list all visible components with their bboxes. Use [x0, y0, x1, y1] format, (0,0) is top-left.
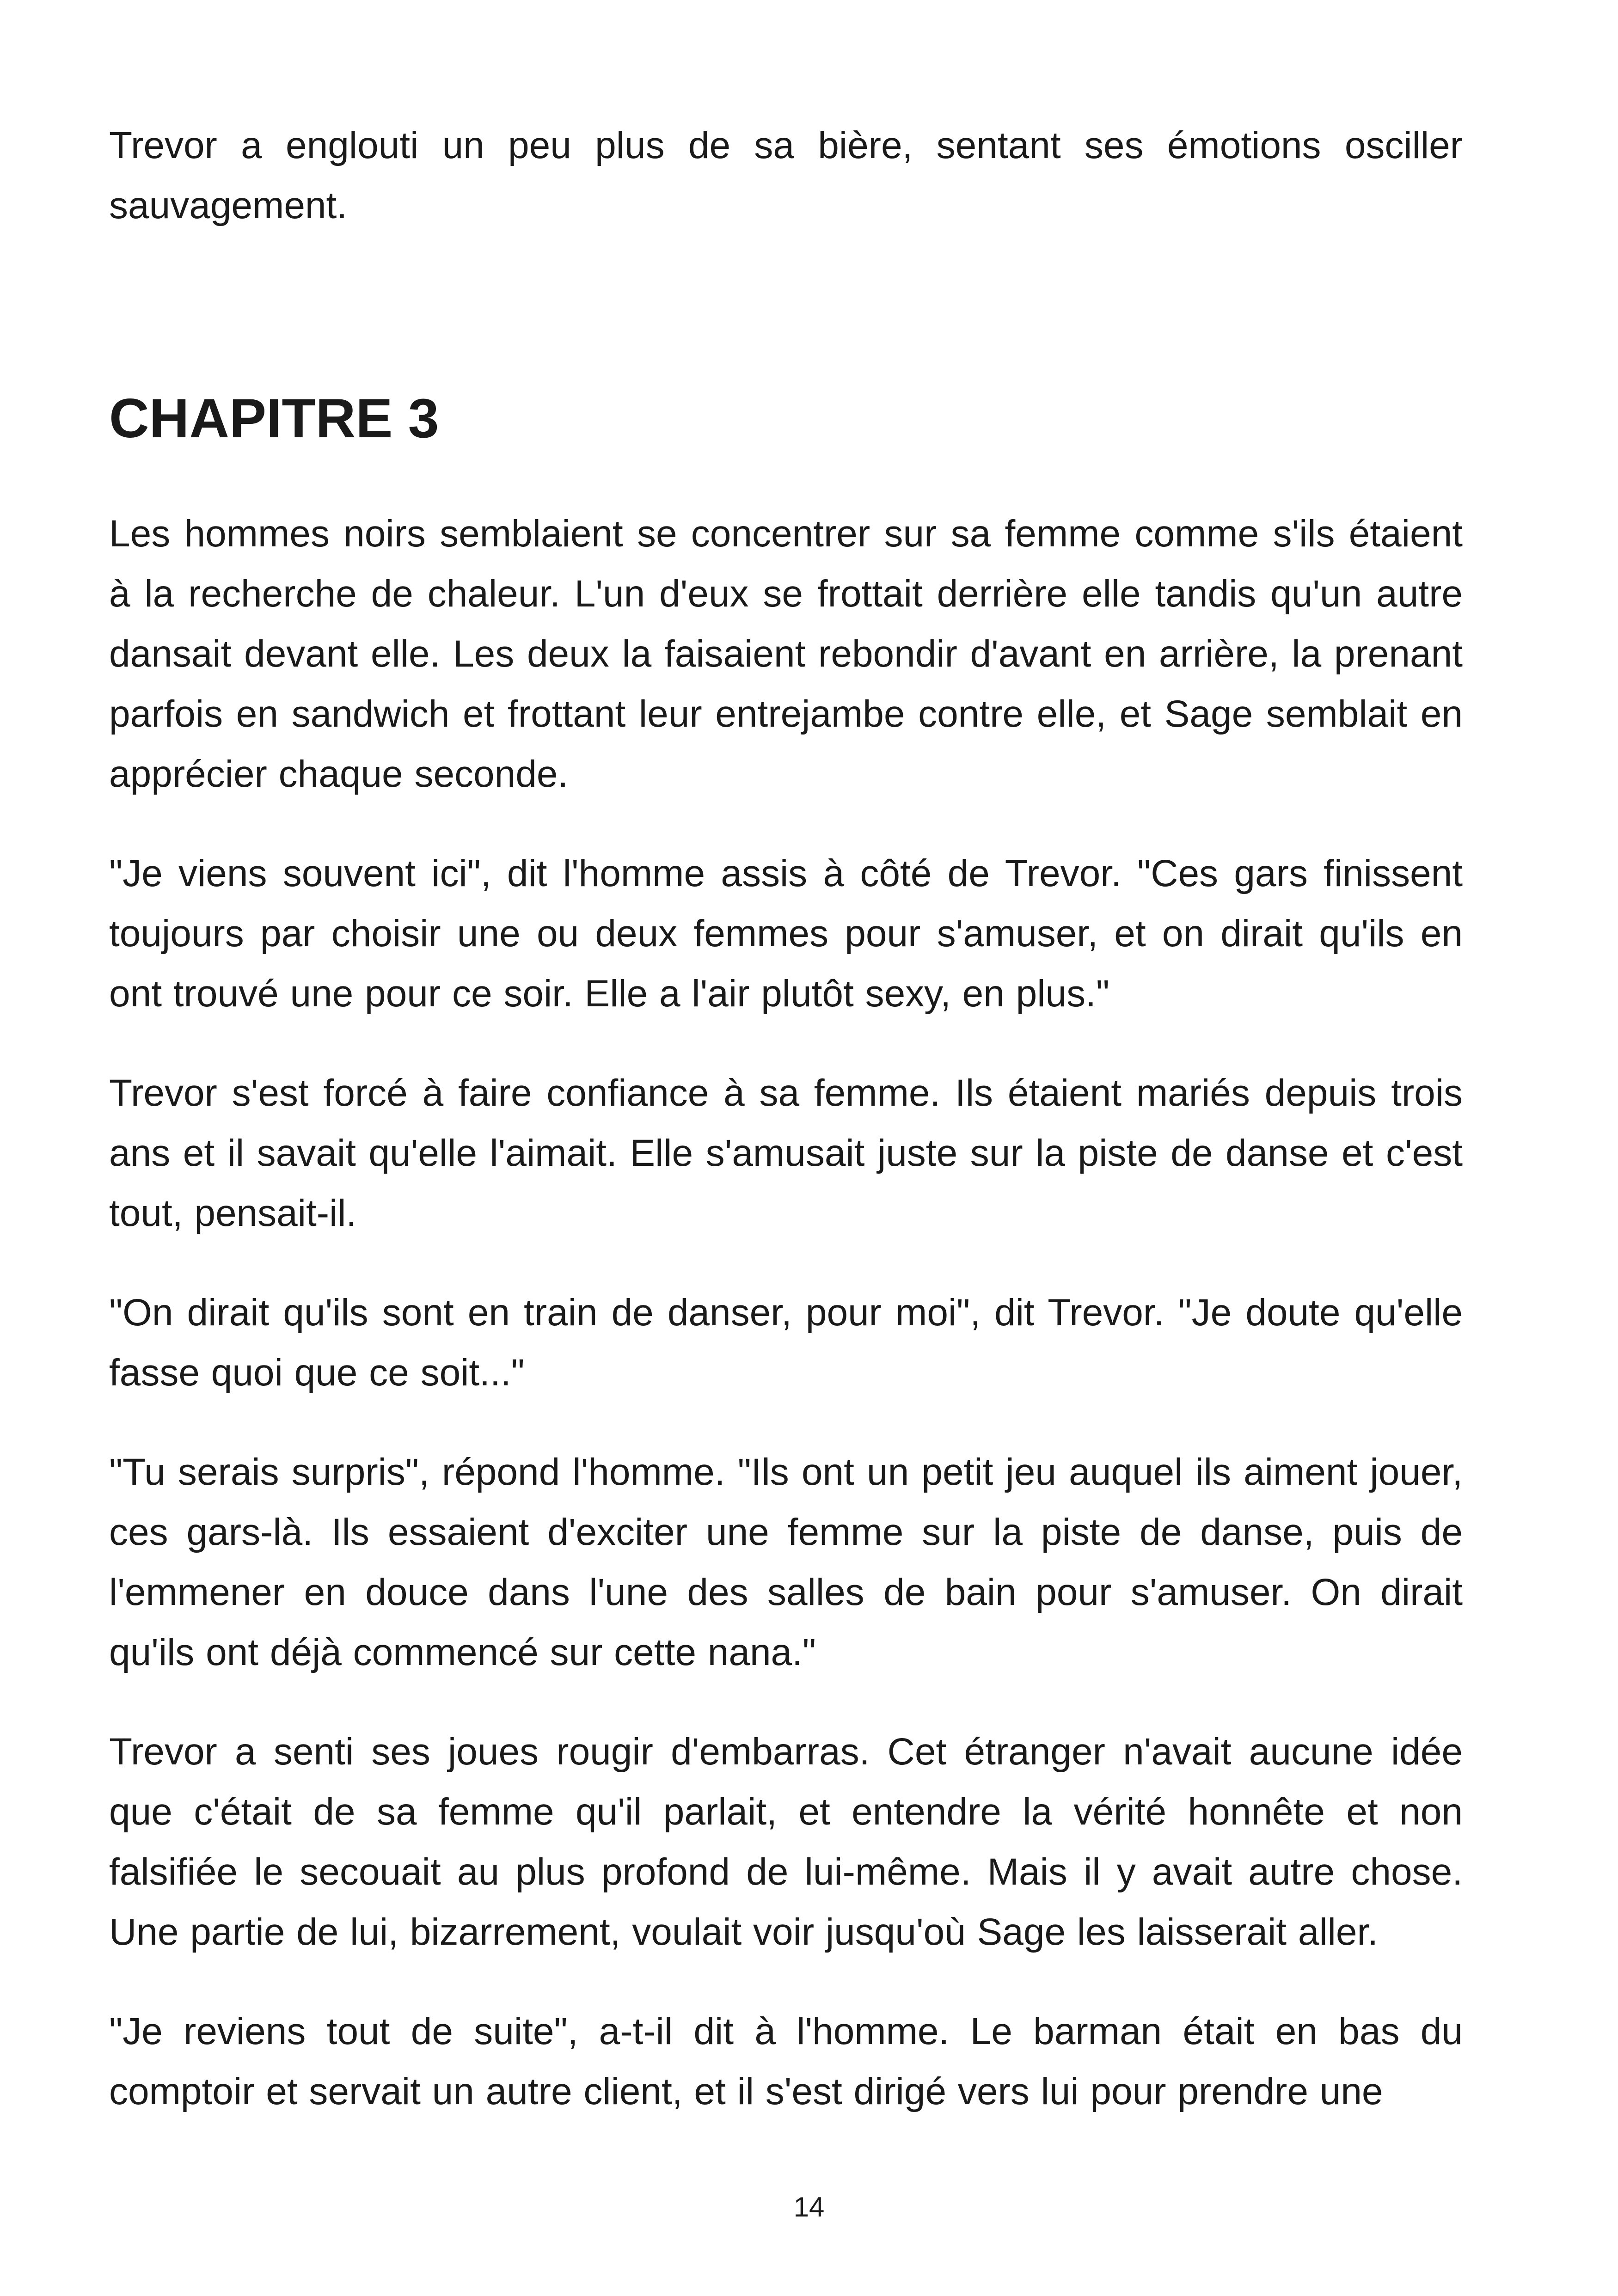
opening-paragraph: Trevor a englouti un peu plus de sa bière, sentant ses émotions osciller sauvagement.	[109, 124, 1463, 227]
paragraph: Trevor a senti ses joues rougir d'embarras. Cet étranger n'avait aucune idée que c'était de sa femme qu'il parlait, et entendre la vérité honnête et non falsifiée le secouait au plus profond de lui-même. Mais il y avait autre chose. Une partie de lui, bizarrement, voulait voir jusqu'où Sage les laisserait aller.	[109, 1731, 1463, 1953]
page-content	[109, 116, 1463, 2112]
chapter-body	[109, 504, 1463, 2161]
paragraph: "On dirait qu'ils sont en train de danser, pour moi", dit Trevor. "Je doute qu'elle fasse quoi que ce soit..."	[109, 1292, 1463, 1394]
paragraph: "Tu serais surpris", répond l'homme. "Ils ont un petit jeu auquel ils aiment jouer, ces gars-là. Ils essaient d'exciter une femme sur la piste de danse, puis de l'emmener en douce dans l'une des salles de bain pour s'amuser. On dirait qu'ils ont déjà commencé sur cette nana."	[109, 1451, 1463, 1673]
paragraph: Trevor s'est forcé à faire confiance à sa femme. Ils étaient mariés depuis trois ans et il savait qu'elle l'aimait. Elle s'amusait juste sur la piste de danse et c'est tout, pensait-il.	[109, 1072, 1463, 1234]
paragraph: Les hommes noirs semblaient se concentrer sur sa femme comme s'ils étaient à la recherche de chaleur. L'un d'eux se frottait derrière elle tandis qu'un autre dansait devant elle. Les deux la faisaient rebondir d'avant en arrière, la prenant parfois en sandwich et frottant leur entrejambe contre elle, et Sage semblait en apprécier chaque seconde.	[109, 513, 1463, 795]
chapter-title: CHAPITRE 3	[109, 387, 439, 449]
paragraph: "Je reviens tout de suite", a-t-il dit à l'homme. Le barman était en bas du comptoir et servait un autre client, et il s'est dirigé vers lui pour prendre une	[109, 2010, 1463, 2112]
page-number: 14	[793, 2192, 825, 2223]
paragraph: "Je viens souvent ici", dit l'homme assis à côté de Trevor. "Ces gars finissent toujours par choisir une ou deux femmes pour s'amuser, et on dirait qu'ils en ont trouvé une pour ce soir. Elle a l'air plutôt sexy, en plus."	[109, 852, 1463, 1015]
